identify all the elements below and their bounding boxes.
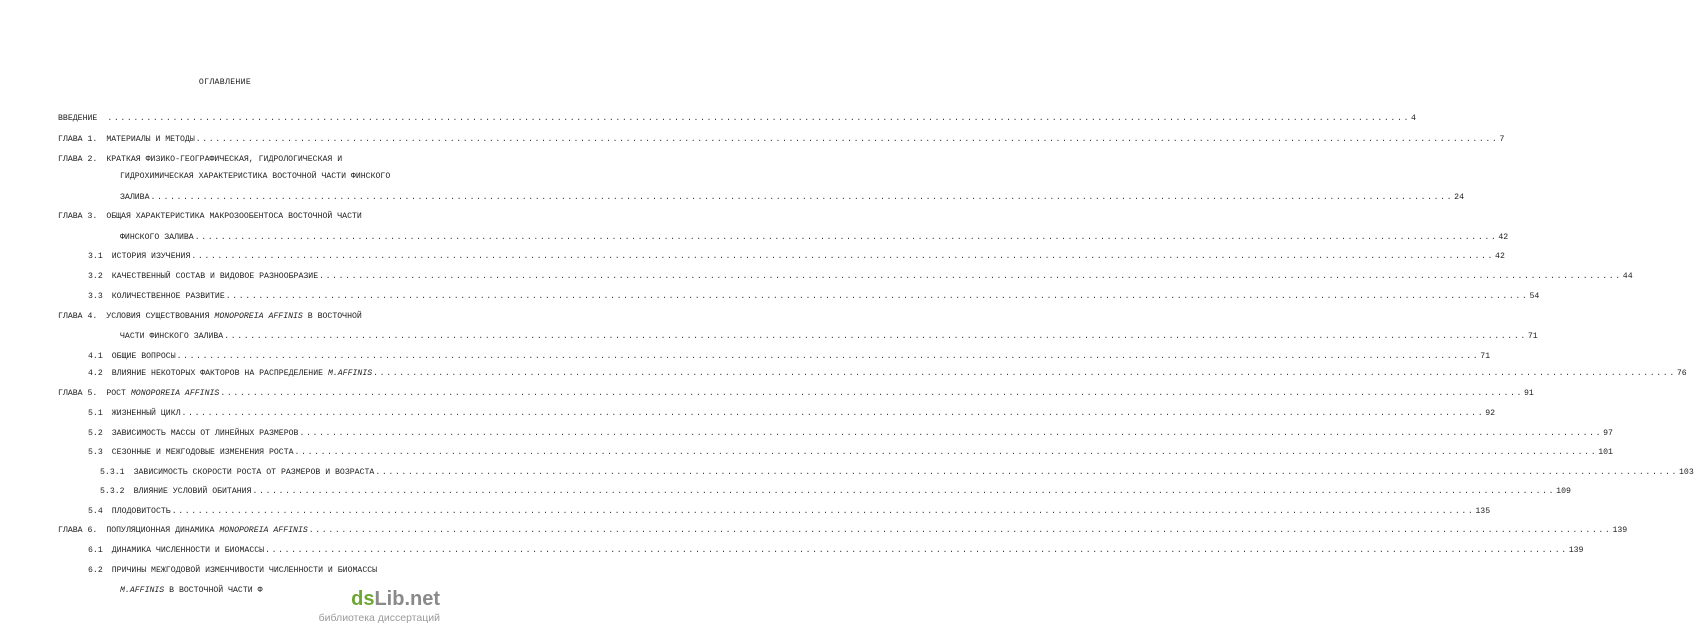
toc-entry: [88, 409, 1496, 419]
toc-entry: [58, 155, 342, 165]
species-name: M.AFFINIS: [120, 586, 165, 595]
toc-entry-number: 3.3: [88, 292, 103, 301]
dot-leader: ........................................................................................................................................................................................................: [107, 114, 1410, 123]
toc-entry: [88, 292, 1540, 302]
dot-leader: ........................................................................................................................................................................................................: [176, 352, 1480, 361]
toc-entry-number: 6.2: [88, 566, 103, 575]
toc-page-number: 109: [1556, 487, 1571, 496]
toc-page-number: 44: [1622, 272, 1633, 281]
toc-entry-number: ГЛАВА 4.: [58, 312, 98, 321]
toc-page-number: 42: [1495, 252, 1505, 261]
toc-title: ОГЛАВЛЕНИЕ: [198, 78, 252, 87]
toc-entry-number: ВВЕДЕНИЕ: [58, 114, 98, 123]
watermark-logo: dsLib.net: [351, 588, 440, 610]
toc-page-number: 101: [1598, 448, 1613, 457]
dot-leader: ........................................................................................................................................................................................................: [171, 507, 1475, 516]
toc-entry: [58, 312, 362, 322]
toc-entry: [88, 369, 1687, 379]
toc-entry-number: 5.2: [88, 429, 103, 438]
toc-page-number: 76: [1676, 369, 1687, 378]
toc-entry: [88, 566, 377, 576]
dot-leader: ........................................................................................................................................................................................................: [191, 252, 1495, 261]
dot-leader: ........................................................................................................................................................................................................: [150, 193, 1454, 202]
toc-entry-number: 4.1: [88, 352, 103, 361]
toc-entry-number: ГЛАВА 1.: [58, 135, 98, 144]
dot-leader: ........................................................................................................................................................................................................: [224, 332, 1527, 341]
toc-entry-title: ДИНАМИКА ЧИСЛЕННОСТИ И БИОМАССЫ: [111, 546, 265, 555]
toc-entry: [58, 526, 1628, 536]
toc-entry-title: ЗАЛИВА: [120, 193, 150, 202]
dot-leader: ........................................................................................................................................................................................................: [195, 135, 1499, 144]
dot-leader: ........................................................................................................................................................................................................: [220, 389, 1524, 398]
toc-page-number: 103: [1679, 468, 1694, 477]
dot-leader: ........................................................................................................................................................................................................: [225, 292, 1529, 301]
dot-leader: ........................................................................................................................................................................................................: [265, 546, 1568, 555]
toc-entry-number: ГЛАВА 5.: [58, 389, 98, 398]
toc-entry: [58, 389, 1534, 399]
dot-leader: ........................................................................................................................................................................................................: [181, 409, 1485, 418]
toc-entry: [58, 114, 1416, 124]
dot-leader: ........................................................................................................................................................................................................: [319, 272, 1622, 281]
toc-entry-title: КАЧЕСТВЕННЫЙ СОСТАВ И ВИДОВОЕ РАЗНООБРАЗИЕ: [111, 272, 319, 281]
toc-entry-number: ГЛАВА 3.: [58, 212, 98, 221]
toc-entry: [88, 272, 1633, 282]
toc-entry-title: КРАТКАЯ ФИЗИКО-ГЕОГРАФИЧЕСКАЯ, ГИДРОЛОГИЧЕСКАЯ И: [106, 155, 343, 164]
toc-entry-number: 5.3.1: [100, 468, 125, 477]
toc-entry-number: ГЛАВА 2.: [58, 155, 98, 164]
toc-entry-title: ИСТОРИЯ ИЗУЧЕНИЯ: [111, 252, 191, 261]
toc-entry-title: МАТЕРИАЛЫ И МЕТОДЫ: [106, 135, 195, 144]
toc-page-number: 139: [1568, 546, 1584, 555]
toc-entry-title: УСЛОВИЯ СУЩЕСТВОВАНИЯ MONOPOREIA AFFINIS В ВОСТОЧНОЙ: [106, 312, 362, 321]
toc-entry-title: ФИНСКОГО ЗАЛИВА: [120, 233, 194, 242]
toc-entry-number: 6.1: [88, 546, 103, 555]
toc-page-number: 42: [1498, 233, 1509, 242]
toc-entry: [58, 135, 1505, 145]
toc-entry-title: ГИДРОХИМИЧЕСКАЯ ХАРАКТЕРИСТИКА ВОСТОЧНОЙ ЧАСТИ ФИНСКОГО: [120, 172, 391, 181]
species-name: MONOPOREIA AFFINIS: [219, 526, 308, 535]
toc-entry: [88, 546, 1584, 556]
toc-entry-title: ПРИЧИНЫ МЕЖГОДОВОЙ ИЗМЕНЧИВОСТИ ЧИСЛЕННОСТИ И БИОМАССЫ: [111, 566, 378, 575]
toc-entry-number: 4.2: [88, 369, 103, 378]
toc-entry: [100, 487, 1571, 497]
toc-entry: [88, 448, 1613, 458]
toc-page-number: 24: [1454, 193, 1464, 202]
toc-entry-number: ГЛАВА 6.: [58, 526, 98, 535]
watermark: [294, 588, 444, 628]
toc-page-number: 71: [1527, 332, 1538, 341]
dot-leader: ........................................................................................................................................................................................................: [375, 468, 1679, 477]
toc-entry-title: M.AFFINIS В ВОСТОЧНОЙ ЧАСТИ Ф: [120, 586, 263, 595]
toc-entry: [88, 507, 1491, 517]
toc-entry: [120, 332, 1538, 342]
toc-page-number: 92: [1485, 409, 1496, 418]
toc-entry-number: 5.1: [88, 409, 103, 418]
toc-entry-title: ВЛИЯНИЕ УСЛОВИЙ ОБИТАНИЯ: [133, 487, 252, 496]
toc-page-number: 4: [1410, 114, 1416, 123]
toc-entry: [88, 352, 1491, 362]
toc-entry-title: КОЛИЧЕСТВЕННОЕ РАЗВИТИЕ: [111, 292, 225, 301]
toc-entry-title: РОСТ MONOPOREIA AFFINIS: [106, 389, 220, 398]
toc-entry-title: ЗАВИСИМОСТЬ МАССЫ ОТ ЛИНЕЙНЫХ РАЗМЕРОВ: [111, 429, 299, 438]
toc-entry-number: 5.3.2: [100, 487, 125, 496]
toc-entry-title: ОБЩИЕ ВОПРОСЫ: [111, 352, 176, 361]
toc-page-number: 54: [1529, 292, 1540, 301]
toc-entry-title: ЧАСТИ ФИНСКОГО ЗАЛИВА: [120, 332, 224, 341]
toc-entry: [120, 193, 1464, 203]
toc-page-number: 139: [1612, 526, 1628, 535]
toc-page-number: 91: [1524, 389, 1534, 398]
toc-entry: [58, 212, 362, 222]
toc-entry: [120, 172, 390, 182]
dot-leader: ........................................................................................................................................................................................................: [308, 526, 1612, 535]
species-name: MONOPOREIA AFFINIS: [214, 312, 303, 321]
toc-entry-title: СЕЗОННЫЕ И МЕЖГОДОВЫЕ ИЗМЕНЕНИЯ РОСТА: [111, 448, 294, 457]
toc-entry: [88, 429, 1613, 439]
toc-entry-title: ПОПУЛЯЦИОННАЯ ДИНАМИКА MONOPOREIA AFFINIS: [106, 526, 308, 535]
toc-page-number: 97: [1603, 429, 1613, 438]
toc-entry-title: ВЛИЯНИЕ НЕКОТОРЫХ ФАКТОРОВ НА РАСПРЕДЕЛЕНИЕ M.AFFINIS: [111, 369, 373, 378]
dot-leader: ........................................................................................................................................................................................................: [299, 429, 1603, 438]
toc-entry-title: ПЛОДОВИТОСТЬ: [111, 507, 171, 516]
toc-page-number: 71: [1480, 352, 1491, 361]
dot-leader: ........................................................................................................................................................................................................: [373, 369, 1676, 378]
toc-entry-number: 5.3: [88, 448, 103, 457]
toc-entry-number: 3.1: [88, 252, 103, 261]
toc-entry: [120, 233, 1509, 243]
toc-entry-title: ОБЩАЯ ХАРАКТЕРИСТИКА МАКРОЗООБЕНТОСА ВОСТОЧНОЙ ЧАСТИ: [106, 212, 362, 221]
toc-entry-number: 3.2: [88, 272, 103, 281]
toc-page-number: 7: [1499, 135, 1505, 144]
toc-entry: [120, 586, 263, 596]
toc-entry: [88, 252, 1505, 262]
toc-page-number: 135: [1475, 507, 1491, 516]
dot-leader: ........................................................................................................................................................................................................: [294, 448, 1598, 457]
species-name: MONOPOREIA AFFINIS: [130, 389, 220, 398]
dot-leader: ........................................................................................................................................................................................................: [252, 487, 1556, 496]
toc-entry-title: ЗАВИСИМОСТЬ СКОРОСТИ РОСТА ОТ РАЗМЕРОВ И ВОЗРАСТА: [133, 468, 375, 477]
watermark-subtitle: библиотека диссертаций: [318, 612, 440, 624]
dot-leader: ........................................................................................................................................................................................................: [194, 233, 1498, 242]
species-name: M.AFFINIS: [327, 369, 373, 378]
toc-entry-number: 5.4: [88, 507, 103, 516]
toc-entry: [100, 468, 1694, 478]
toc-entry-title: ЖИЗНЕННЫЙ ЦИКЛ: [111, 409, 181, 418]
